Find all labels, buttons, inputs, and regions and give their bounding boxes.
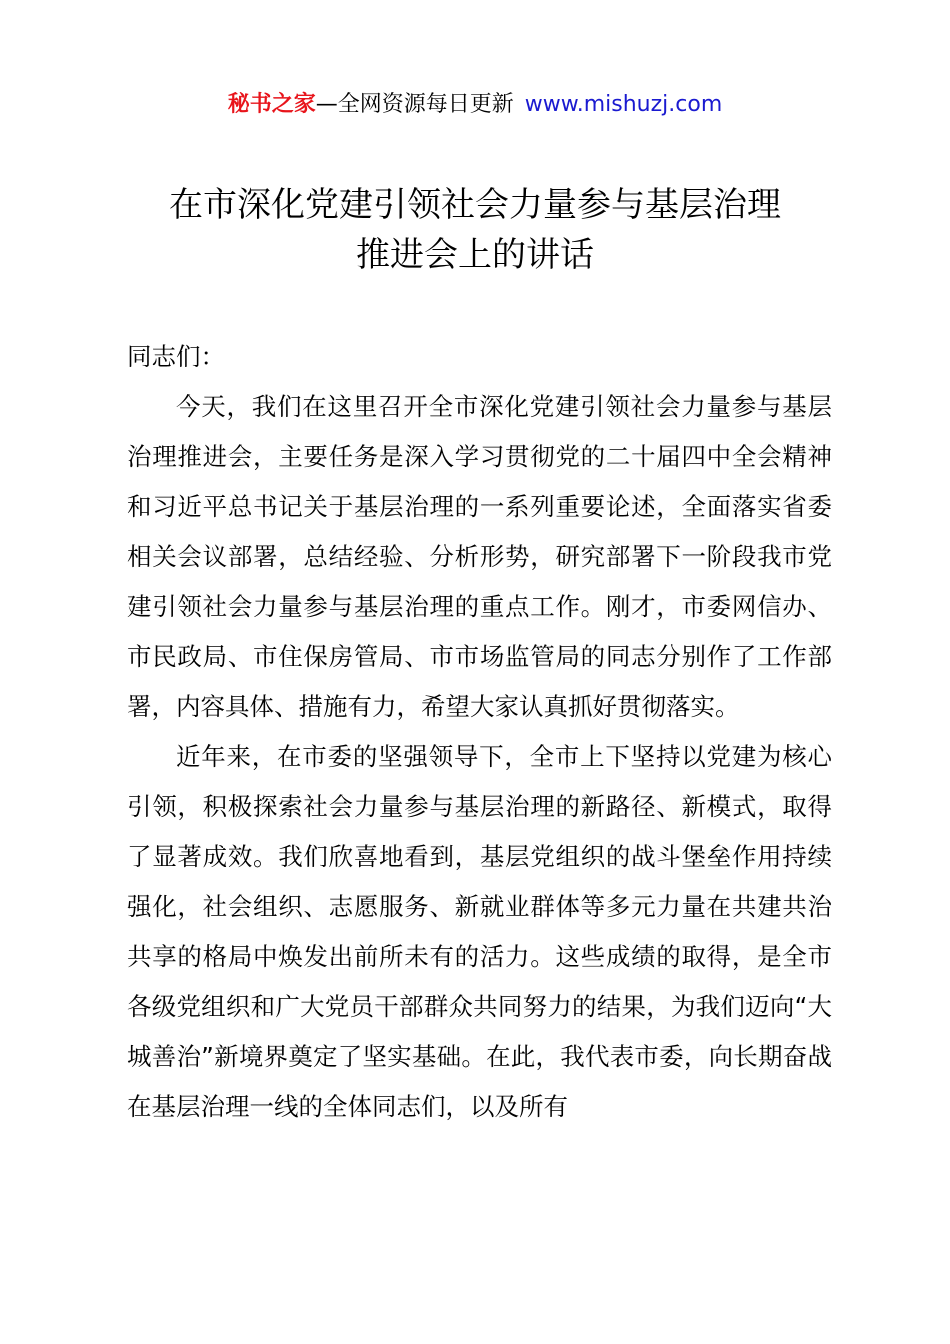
- site-brand: 秘书之家: [227, 92, 316, 117]
- document-title-line-1: 在市深化党建引领社会力量参与基层治理: [169, 185, 781, 225]
- document-body: [127, 332, 832, 1132]
- document-title-line-2: 推进会上的讲话: [356, 235, 594, 275]
- site-url-link[interactable]: www.mishuzj.com: [524, 92, 723, 117]
- paragraph-2: 近年来，在市委的坚强领导下，全市上下坚持以党建为核心引领，积极探索社会力量参与基层治理的新路径、新模式，取得了显著成效。我们欣喜地看到，基层党组织的战斗堡垒作用持续强化，社会组织、志愿服务、新就业群体等多元力量在共建共治共享的格局中焕发出前所未有的活力。这些成绩的取得，是全市各级党组织和广大党员干部群众共同努力的结果，为我们迈向“大城善治”新境界奠定了坚实基础。在此，我代表市委，向长期奋战在基层治理一线的全体同志们，以及所有: [127, 742, 832, 1121]
- paragraph-1: 今天，我们在这里召开全市深化党建引领社会力量参与基层治理推进会，主要任务是深入学习贯彻党的二十届四中全会精神和习近平总书记关于基层治理的一系列重要论述，全面落实省委相关会议部署，总结经验、分析形势，研究部署下一阶段我市党建引领社会力量参与基层治理的重点工作。刚才，市委网信办、市民政局、市住保房管局、市市场监管局的同志分别作了工作部署，内容具体、措施有力，希望大家认真抓好贯彻落实。: [127, 392, 832, 721]
- document-title: [0, 180, 950, 280]
- salutation: 同志们：: [127, 342, 225, 371]
- site-tagline: —全网资源每日更新: [315, 92, 514, 117]
- site-header: [0, 88, 950, 122]
